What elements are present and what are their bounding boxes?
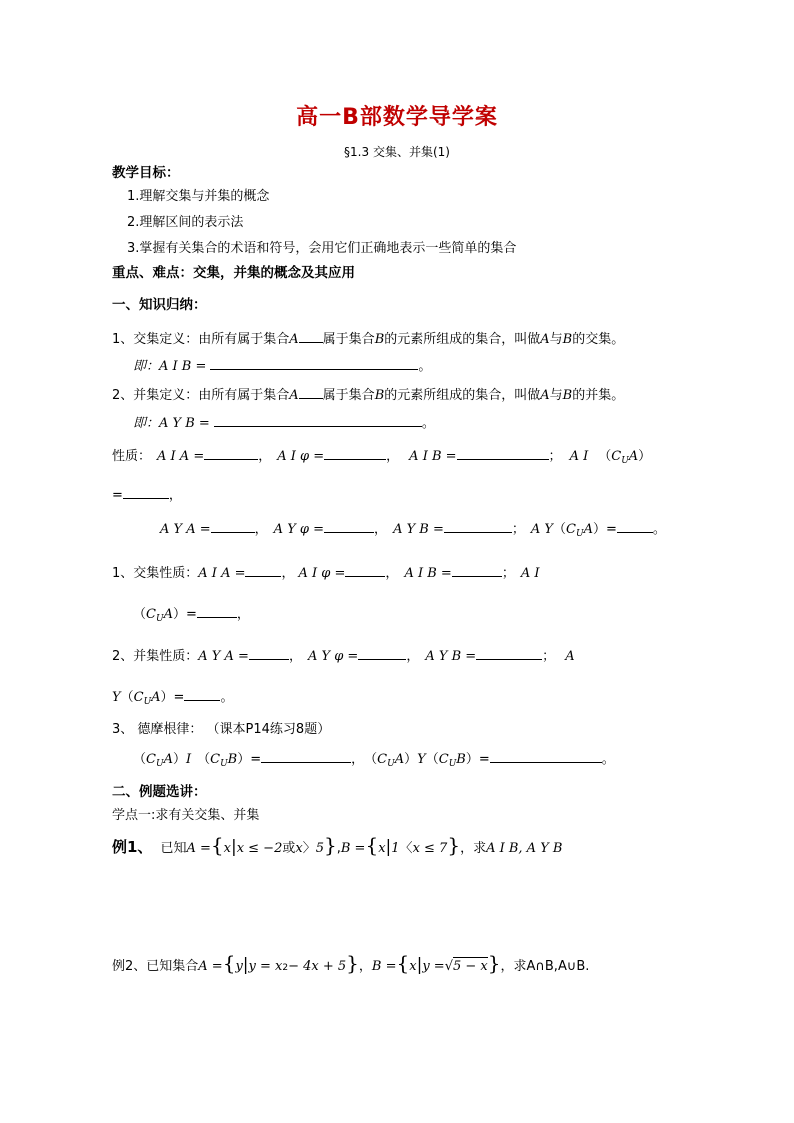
intersection-def-and: 与 xyxy=(549,332,563,347)
intersection-formula-row: 即：A I B = 。 xyxy=(133,355,431,374)
intersection-formula: 即：A I B = xyxy=(133,359,207,374)
answer-blank[interactable] xyxy=(211,520,255,533)
example-1-ask: ，求 xyxy=(460,841,487,856)
answer-blank[interactable] xyxy=(184,688,220,701)
symbol-a: A xyxy=(540,388,550,403)
page-subtitle: §1.3 交集、并集(1) xyxy=(344,145,450,159)
union-properties-row: 2、并集性质： A Y A = ， A Y φ = ， A Y B = ； A xyxy=(112,645,575,664)
answer-blank[interactable] xyxy=(245,564,281,577)
example-2: 例2、已知集合 A = { y | y = x 2 − 4x + 5 } ， B = { x | y = √ 5 − x } ，求A∩B,A∪B. xyxy=(112,951,590,975)
intersection-def-mid: 属于集合 xyxy=(322,332,375,347)
answer-blank[interactable] xyxy=(214,414,422,427)
answer-blank[interactable] xyxy=(123,486,169,499)
section1-heading: 一、知识归纳： xyxy=(112,297,207,313)
intersection-def-prefix: 1、交集定义：由所有属于集合 xyxy=(112,332,290,347)
intersection-def-end: 的交集。 xyxy=(572,332,625,347)
union-def-and: 与 xyxy=(549,388,563,403)
section2-heading: 二、例题选讲： xyxy=(112,784,207,800)
symbol-b: B xyxy=(374,388,385,403)
study-point-1: 学点一:求有关交集、并集 xyxy=(112,808,260,823)
union-def-suffix: 的元素所组成的集合，叫做 xyxy=(384,388,541,403)
answer-blank[interactable] xyxy=(345,564,385,577)
intersection-def-suffix: 的元素所组成的集合，叫做 xyxy=(384,332,541,347)
goal-item-2: 2.理解区间的表示法 xyxy=(127,215,244,230)
answer-blank[interactable] xyxy=(476,647,542,660)
union-formula-row: 即：A Y B = 。 xyxy=(133,412,435,431)
answer-blank[interactable] xyxy=(324,520,374,533)
example-1-text: 已知 xyxy=(160,841,187,856)
symbol-b: B xyxy=(374,332,385,347)
answer-blank[interactable] xyxy=(490,750,602,763)
union-def-end: 的并集。 xyxy=(572,388,625,403)
answer-blank[interactable] xyxy=(617,520,653,533)
answer-blank[interactable] xyxy=(249,647,289,660)
answer-blank[interactable] xyxy=(452,564,502,577)
answer-blank[interactable] xyxy=(210,357,418,370)
union-props-label: 2、并集性质： xyxy=(112,649,199,664)
example-1-label: 例1、 xyxy=(112,838,153,856)
answer-blank[interactable] xyxy=(299,386,323,399)
answer-blank[interactable] xyxy=(197,605,237,618)
answer-blank[interactable] xyxy=(444,520,512,533)
union-properties-cont: Y （ $C_UA$ ）= 。 xyxy=(112,690,234,707)
intersection-definition xyxy=(112,328,624,347)
demorgan-label: 3、 德摩根律： （课本P14练习8题） xyxy=(112,722,331,737)
properties-label: 性质： xyxy=(112,449,152,464)
union-def-prefix: 2、并集定义：由所有属于集合 xyxy=(112,388,290,403)
demorgan-row: （ $C_UA$ ） I （ $C_UB$ ）= ， （ $C_UA$ ） Y （ $C_UB$ ）= 。 xyxy=(133,752,615,769)
example-2-ask: ，求A∩B,A∪B. xyxy=(500,959,590,974)
union-definition xyxy=(112,384,624,403)
symbol-b: B xyxy=(562,388,573,403)
properties-row-2: A Y A = ， A Y φ = ， A Y B = ； A Y （ $C_UA$ ）= 。 xyxy=(160,522,666,539)
answer-blank[interactable] xyxy=(299,330,323,343)
symbol-b: B xyxy=(562,332,573,347)
example-2-label: 例2、已知集合 xyxy=(112,959,199,974)
properties-row-1-cont: = ， xyxy=(112,488,182,503)
properties-row-1: 性质： A I A = ， A I φ = ， A I B = ； A I （ $C_UA$ ） xyxy=(112,445,651,466)
answer-blank[interactable] xyxy=(358,647,406,660)
goals-heading: 教学目标： xyxy=(112,165,180,181)
answer-blank[interactable] xyxy=(457,447,549,460)
answer-blank[interactable] xyxy=(261,750,351,763)
intersection-properties-row: 1、交集性质： A I A = ， A I φ = ， A I B = ； A I xyxy=(112,562,539,581)
example-1: 例1、 已知 A = { x | x ≤ −2 或 x 〉 5 } , B = { x | 1 〈 x ≤ 7 } ，求 A I B, A Y B xyxy=(112,833,563,857)
answer-blank[interactable] xyxy=(204,447,258,460)
symbol-a: A xyxy=(540,332,550,347)
union-formula: 即：A Y B = xyxy=(133,416,210,431)
key-points: 重点、难点：交集，并集的概念及其应用 xyxy=(112,265,355,281)
symbol-a: A xyxy=(289,332,299,347)
symbol-a: A xyxy=(289,388,299,403)
goal-item-1: 1.理解交集与并集的概念 xyxy=(127,189,270,204)
answer-blank[interactable] xyxy=(324,447,386,460)
goal-item-3: 3.掌握有关集合的术语和符号，会用它们正确地表示一些简单的集合 xyxy=(127,241,517,256)
intersection-props-label: 1、交集性质： xyxy=(112,566,199,581)
page-title: 高一B部数学导学案 xyxy=(296,105,498,130)
intersection-properties-cont: （ $C_UA$ ）= ， xyxy=(133,607,250,624)
union-def-mid: 属于集合 xyxy=(322,388,375,403)
